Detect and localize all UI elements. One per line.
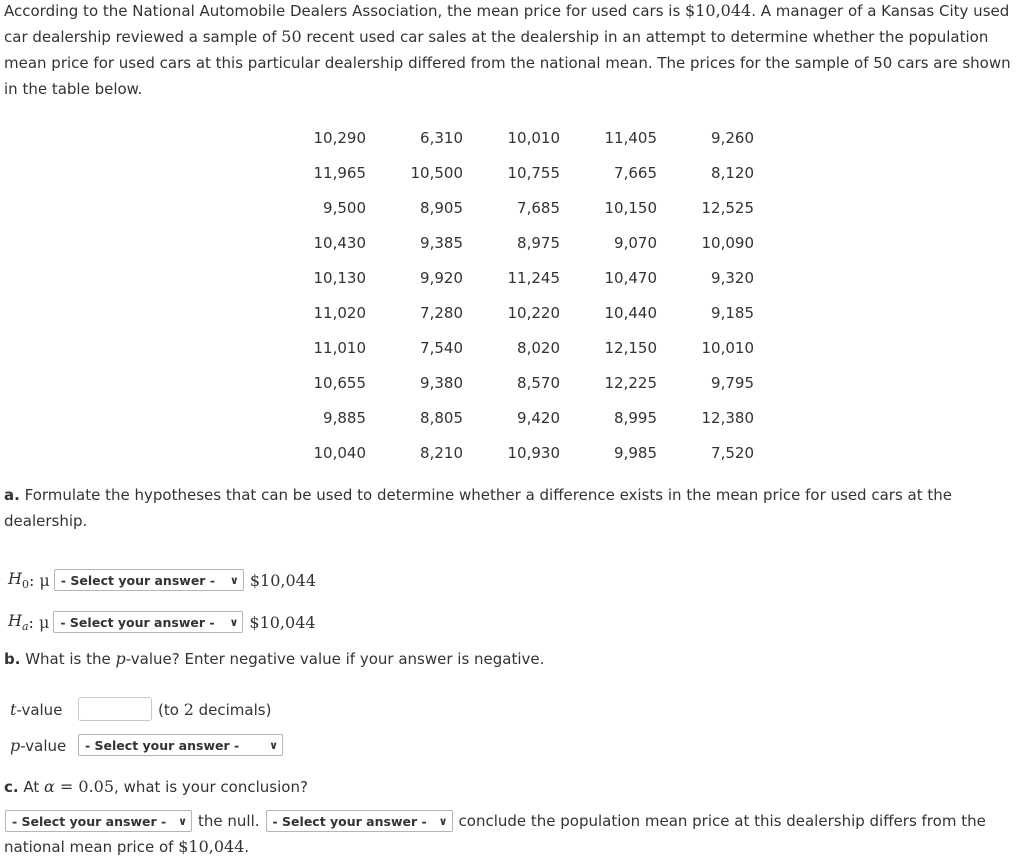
conclusion-can-select[interactable] [266,810,453,832]
p-select-label: - Select your answer - [85,737,240,753]
price-cell: 11,405 [604,128,657,147]
price-cell: 9,320 [711,268,754,287]
price-cell: 10,755 [507,163,560,182]
part-b-question [4,646,544,672]
part-b-text-2: -value? Enter negative value if your answer is negative. [125,650,545,668]
table-row [302,435,754,470]
ha-value: $10,044 [249,612,316,632]
t-hint-1: (to [158,700,184,719]
table-row [302,260,754,295]
price-cell: 10,655 [313,373,366,392]
t-hint-number: 2 [183,699,194,719]
alpha-equals: = [54,777,79,796]
table-row [302,330,754,365]
intro-text-2: . A manager of a Kansas City used car dealership reviewed a sample of [4,2,1010,46]
part-c-letter: c. [4,778,19,796]
conclusion-mid-text: the null. [198,812,260,830]
price-cell: 10,130 [313,268,366,287]
ha-label [8,611,29,633]
price-cell: 11,965 [313,163,366,182]
t-value-row [10,696,271,722]
p-value-label [10,736,78,755]
t-hint-2: decimals) [193,700,272,719]
price-cell: 9,985 [614,443,657,462]
ha-h: H [8,610,22,630]
conclusion-line-2 [4,834,249,860]
part-a-question [4,482,1014,534]
ha-row [8,609,316,635]
part-b-p: p [115,649,126,668]
h0-value: $10,044 [249,570,316,590]
conclusion-end-text: conclude the population mean price at this dealership differs from the [458,812,986,830]
p-value-row [10,732,283,758]
t-label-rest: -value [16,700,63,719]
table-row [302,365,754,400]
price-cell: 9,420 [517,408,560,427]
part-c-text-2: , what is your conclusion? [114,778,308,796]
conclusion-select-1-label: - Select your answer - [12,813,167,829]
part-c-text-1: At [18,778,45,796]
conclusion-reject-select[interactable] [5,810,192,832]
table-row [302,400,754,435]
conclusion-line-2-text: national mean price of [4,838,179,856]
price-cell: 7,540 [420,338,463,357]
ha-operator-select[interactable] [53,611,243,633]
alpha-value: 0.05 [78,777,115,796]
price-cell: 11,010 [313,338,366,357]
h0-row [8,567,316,593]
ha-subscript: a [21,620,29,634]
table-row [302,155,754,190]
t-value-hint [158,700,271,719]
price-cell: 9,185 [711,303,754,322]
price-cell: 7,280 [420,303,463,322]
national-mean-value: $10,044 [685,1,752,20]
chevron-down-icon: ∨ [178,814,187,828]
intro-text-3: recent used car sales at the dealership in an attempt to determine whether the population mean price for used cars at this particular dealership differed from the national mean. The prices for the sample of 50 cars are shown in the table below. [4,28,1011,98]
price-cell: 10,220 [507,303,560,322]
table-row [302,120,754,155]
chevron-down-icon: ∨ [438,814,448,828]
price-cell: 6,310 [420,128,463,147]
conclusion-line-2-end: . [244,838,250,856]
price-cell: 10,040 [313,443,366,462]
p-value-select[interactable] [78,734,283,756]
price-cell: 9,500 [323,198,366,217]
price-cell: 12,525 [701,198,754,217]
price-cell: 10,010 [507,128,560,147]
part-b-text-1: What is the [20,650,116,668]
price-cell: 9,260 [711,128,754,147]
h0-h: H [8,568,22,588]
price-cell: 8,210 [420,443,463,462]
price-cell: 10,930 [507,443,560,462]
price-cell: 11,020 [313,303,366,322]
price-cell: 8,975 [517,233,560,252]
table-row [302,295,754,330]
price-cell: 8,570 [517,373,560,392]
price-cell: 10,430 [313,233,366,252]
problem-intro [4,0,1022,102]
price-cell: 8,995 [614,408,657,427]
price-cell: 12,150 [604,338,657,357]
chevron-down-icon: ∨ [229,573,239,587]
ha-mu: : μ [28,612,50,632]
price-cell: 10,500 [410,163,463,182]
h0-label [8,569,29,591]
price-cell: 10,440 [604,303,657,322]
conclusion-select-2-label: - Select your answer - [272,813,427,829]
price-cell: 9,070 [614,233,657,252]
price-table [302,120,754,470]
chevron-down-icon: ∨ [229,615,239,629]
p-label-rest: -value [20,736,67,755]
h0-subscript: 0 [21,578,29,592]
price-cell: 9,885 [323,408,366,427]
chevron-down-icon: ∨ [269,738,278,752]
price-cell: 10,010 [701,338,754,357]
price-cell: 8,120 [711,163,754,182]
price-cell: 10,150 [604,198,657,217]
price-cell: 12,380 [701,408,754,427]
conclusion-row [5,808,986,834]
price-cell: 7,665 [614,163,657,182]
price-cell: 10,290 [313,128,366,147]
h0-select-label: - Select your answer - [60,572,216,588]
part-b-letter: b. [4,650,21,668]
price-table-body [302,120,754,470]
price-cell: 8,805 [420,408,463,427]
p-italic: p [10,735,21,755]
h0-mu: : μ [28,570,50,590]
price-cell: 9,380 [420,373,463,392]
price-cell: 10,090 [701,233,754,252]
table-row [302,190,754,225]
t-value-input[interactable] [78,697,152,721]
sample-size-value: 50 [281,27,302,46]
price-cell: 9,795 [711,373,754,392]
price-cell: 7,520 [711,443,754,462]
table-row [302,225,754,260]
price-cell: 8,020 [517,338,560,357]
t-value-label [10,700,78,719]
price-cell: 7,685 [517,198,560,217]
conclusion-line-2-value: $10,044 [178,837,245,856]
part-a-text: Formulate the hypotheses that can be used to determine whether a difference exists in the mean price for used cars at the dealership. [4,486,952,530]
price-cell: 8,905 [420,198,463,217]
price-cell: 12,225 [604,373,657,392]
ha-select-label: - Select your answer - [60,614,215,630]
intro-text-1: According to the National Automobile Dealers Association, the mean price for used cars is [4,2,686,20]
price-cell: 10,470 [604,268,657,287]
t-italic: t [10,699,17,719]
part-c-question [4,774,308,800]
h0-operator-select[interactable] [54,569,244,591]
price-cell: 11,245 [507,268,560,287]
alpha-symbol: α [44,777,55,796]
price-cell: 9,385 [420,233,463,252]
price-cell: 9,920 [420,268,463,287]
part-a-letter: a. [4,486,20,504]
